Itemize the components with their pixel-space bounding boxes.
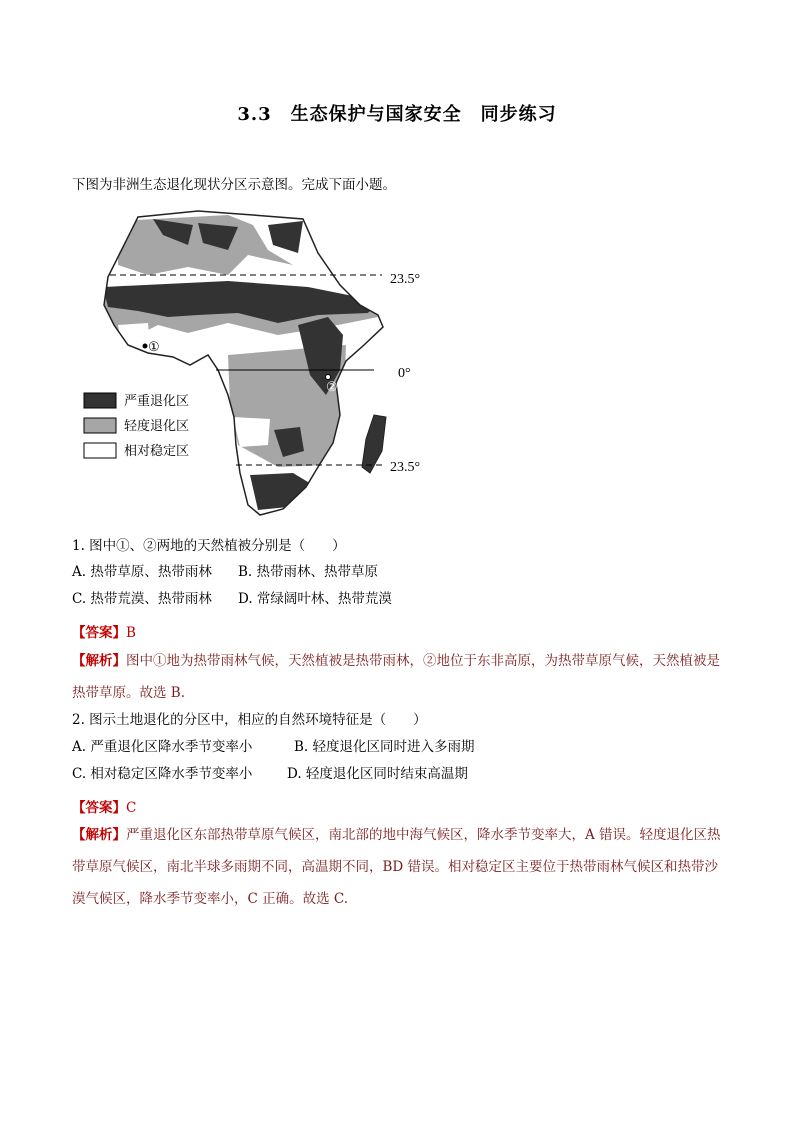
q2-analysis-label: 【解析】: [72, 827, 126, 843]
point-2-dot: [326, 375, 331, 380]
lat-label-south: 23.5°: [390, 460, 421, 475]
q1-stem: 1. 图中①、②两地的天然植被分别是（ ）: [72, 538, 346, 554]
legend-label-stable: 相对稳定区: [124, 444, 190, 459]
q1-options-row1: [72, 560, 378, 580]
q1-options-row2: [72, 587, 392, 607]
q2-options-row2: [72, 762, 468, 782]
point-1-dot: [143, 344, 148, 349]
q1-answer-value: B: [126, 625, 136, 641]
legend-swatch-severe: [84, 393, 116, 408]
q2-option-a: A. 严重退化区降水季节变率小: [72, 739, 253, 755]
point-2-label: ②: [326, 380, 338, 395]
q1-option-a: A. 热带草原、热带雨林: [72, 564, 212, 580]
q2-answer: [72, 796, 136, 816]
q2-stem: 2. 图示土地退化的分区中，相应的自然环境特征是（ ）: [72, 712, 427, 728]
q1-option-b: B. 热带雨林、热带草原: [238, 564, 379, 580]
q1-analysis: [72, 645, 724, 709]
lat-label-equator: 0°: [398, 366, 411, 381]
point-1-label: ①: [148, 340, 160, 355]
q2-options-row1: [72, 735, 475, 755]
legend-swatch-stable: [84, 443, 116, 458]
legend-label-severe: 严重退化区: [124, 394, 190, 409]
q1-option-c: C. 热带荒漠、热带雨林: [72, 591, 212, 607]
africa-degradation-map: [78, 205, 438, 520]
legend-label-mild: 轻度退化区: [124, 419, 190, 434]
q2-analysis-text: 严重退化区东部热带草原气候区，南北部的地中海气候区，降水季节变率大，A 错误。轻度退化区热带草原气候区，南北半球多雨期不同，高温期不同，BD 错误。相对稳定区主要位于热带雨林气候区和热带沙漠气候区，降水季节变率小，C 正确。故选 C.: [72, 827, 721, 907]
stable-zone-west: [118, 323, 150, 347]
q1-answer: [72, 621, 136, 641]
q1-analysis-label: 【解析】: [72, 653, 126, 669]
legend-swatch-mild: [84, 418, 116, 433]
q1-analysis-text: 图中①地为热带雨林气候，天然植被是热带雨林，②地位于东非高原，为热带草原气候，天然植被是热带草原。故选 B.: [72, 653, 720, 701]
q1-option-d: D. 常绿阔叶林、热带荒漠: [238, 591, 392, 607]
q2-option-b: B. 轻度退化区同时进入多雨期: [294, 739, 475, 755]
page-title: 3.3 生态保护与国家安全 同步练习: [237, 104, 557, 125]
q2-option-d: D. 轻度退化区同时结束高温期: [287, 766, 468, 782]
q1-answer-label: 【答案】: [72, 625, 126, 641]
madagascar: [362, 415, 386, 473]
q2-answer-value: C: [126, 800, 137, 816]
lat-label-north: 23.5°: [390, 272, 421, 287]
q2-answer-label: 【答案】: [72, 800, 126, 816]
q2-analysis: [72, 819, 724, 915]
q2-option-c: C. 相对稳定区降水季节变率小: [72, 766, 253, 782]
intro-text: 下图为非洲生态退化现状分区示意图。完成下面小题。: [72, 177, 396, 193]
